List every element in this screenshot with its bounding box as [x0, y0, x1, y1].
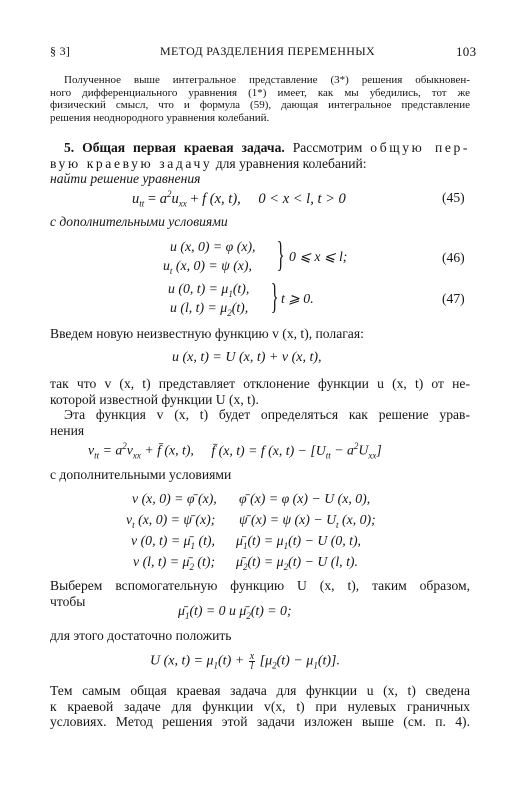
running-title: МЕТОД РАЗДЕЛЕНИЯ ПЕРЕМЕННЫХ: [160, 44, 375, 58]
this-function-line-1: Эта функция v (x, t) будет определяться как решение урав-: [64, 407, 470, 422]
equation-substitution: u (x, t) = U (x, t) + v (x, t),: [172, 350, 322, 365]
equation-45-label: (45): [442, 190, 465, 205]
intro-line-3: физический смысл, что и формула (59), дающая интегральное представление: [50, 99, 470, 111]
equation-47-label: (47): [442, 291, 465, 306]
final-line-3: условиях. Метод решения этой задачи изложен выше (см. п. 4).: [50, 714, 470, 729]
paragraph-this-function: [50, 407, 470, 438]
intro-line-4: решения неоднородного уравнения колебаний.: [50, 111, 270, 124]
condition-row-2-right: ψ̄ (x) = ψ $(x) - U_t$ (x, 0);: [239, 512, 376, 530]
final-line-2: к краевой задаче для функции v(x, t) при нулевых граничных: [50, 698, 470, 714]
intro-line-1: Полученное выше интегральное представление (3*) решения обыкновен-: [64, 74, 470, 86]
paragraph-sufficient: для этого достаточно положить: [50, 628, 232, 643]
equation-46-row-1: u (x, 0) = φ (x),: [170, 239, 256, 254]
equation-v: $v_{tt} = a^2v_{xx}$ + f̄ (x, t), f̄ (x, t) = f (x, $t) - [U_{tt} - a^2U_{xx}]$: [88, 441, 382, 461]
final-line-1: Тем самым общая краевая задача для функции u (x, t) сведена: [50, 683, 470, 698]
condition-row-2-left: $v_t$ (x, 0) = ψ̄ (x);: [126, 512, 216, 530]
section-spaced-2: вую краевую задачу: [50, 155, 213, 171]
intro-line-2: ного дифференциального уравнения (1*) имеет, как мы убедились, тот же: [50, 86, 470, 99]
equation-47-condition: t ⩾ 0.: [281, 291, 314, 306]
additional-conditions-1: с дополнительными условиями: [50, 214, 228, 229]
section-heading: Общая первая краевая задача.: [82, 140, 285, 155]
this-function-line-2: нения: [50, 422, 85, 438]
section-text-2: для уравнения колебаний:: [215, 155, 367, 171]
paragraph-new-function: Введем новую неизвестную функцию v (x, t), полагая:: [50, 326, 364, 341]
equation-47-row-2: u (l, $t) = \mu_2(t)$,: [170, 300, 249, 318]
condition-row-1-right: φ̄ (x) = φ (x) − U (x, 0),: [239, 491, 371, 506]
equation-47-row-1: u (0, $t) = \mu_1(t)$,: [168, 281, 250, 299]
brace-47: }: [270, 276, 279, 316]
equation-U: U (x, $t) = \mu_1(t)$ + $\frac{x}{l}$ $[\mu_2(t) - \mu_1(t)]$.: [150, 651, 340, 672]
paragraph-final: [50, 683, 470, 730]
find-solution: найти решение уравнения: [50, 171, 201, 186]
choose-line-1: Выберем вспомогательную функцию U (x, t), таким образом,: [50, 578, 470, 593]
equation-45: $u_{tt} = a^2u_{xx} + f$ (x, t), 0 < x < l, t > 0: [132, 189, 346, 209]
section-number: 5.: [64, 140, 75, 155]
section-5-line-1: [50, 140, 470, 156]
condition-row-3-left: v (0, $t) = \mū_1$ (t),: [131, 533, 215, 551]
section-spaced-1: общую пер-: [370, 140, 470, 155]
choose-line-2: чтобы: [50, 593, 86, 609]
section-5: [50, 140, 470, 187]
so-that-line-1: так что v (x, t) представляет отклонение функции u (x, t) от не-: [50, 376, 470, 391]
fraction-x-over-l: $\frac{x}{l}$: [249, 651, 255, 672]
condition-row-4-left: v (l, $t) = \mū_2$ (t);: [133, 554, 216, 572]
page-number: 103: [456, 44, 477, 59]
intro-paragraph: [50, 74, 470, 124]
paragraph-so-that: [50, 376, 470, 407]
brace-46: }: [276, 234, 285, 274]
section-5-line-2: [50, 156, 470, 172]
equation-46-row-2: $u_t$ (x, 0) = ψ (x),: [163, 258, 252, 276]
section-text: Рассмотрим: [292, 140, 363, 155]
section-marker: § 3]: [50, 44, 71, 58]
so-that-line-2: которой известной функции U (x, t).: [50, 391, 259, 407]
condition-row-1-left: v (x, 0) = φ̄ (x),: [132, 491, 217, 506]
condition-row-4-right: $\mū_2(t) = \mu_2(t) - U$ (l, t).: [236, 554, 358, 572]
equation-46-label: (46): [442, 250, 465, 265]
equation-46-condition: 0 ⩽ x ⩽ l;: [289, 249, 348, 264]
equation-mu-zero: $\mū_1(t) = 0$ и $\mū_2(t) = 0$;: [178, 603, 292, 621]
paragraph-additional-conditions: с дополнительными условиями: [50, 467, 232, 482]
condition-row-3-right: $\mū_1(t) = \mu_1(t) - U$ (0, t),: [236, 533, 362, 551]
